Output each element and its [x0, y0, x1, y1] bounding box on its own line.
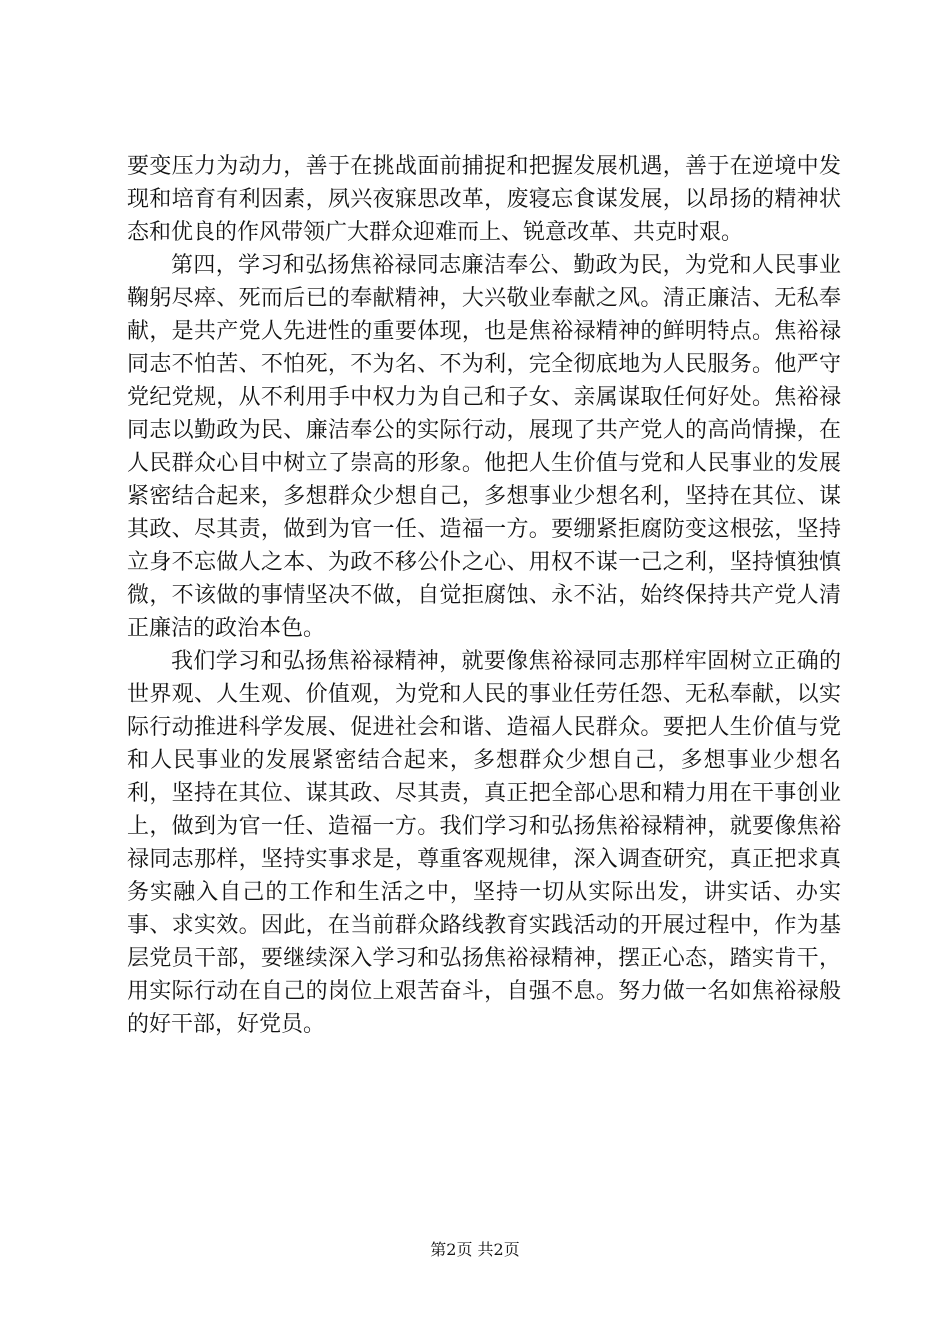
paragraph-2: 第四，学习和弘扬焦裕禄同志廉洁奉公、勤政为民，为党和人民事业鞠躬尽瘁、死而后已的奉献精神，大兴敬业奉献之风。清正廉洁、无私奉献，是共产党人先进性的重要体现，也是焦裕禄精神的鲜明特点。焦裕禄同志不怕苦、不怕死，不为名、不为利，完全彻底地为人民服务。他严守党纪党规，从不利用手中权力为自己和子女、亲属谋取任何好处。焦裕禄同志以勤政为民、廉洁奉公的实际行动，展现了共产党人的高尚情操，在人民群众心目中树立了崇高的形象。他把人生价值与党和人民事业的发展紧密结合起来，多想群众少想自己，多想事业少想名利，坚持在其位、谋其政、尽其责，做到为官一任、造福一方。要绷紧拒腐防变这根弦，坚持立身不忘做人之本、为政不移公仆之心、用权不谋一己之利，坚持慎独慎微，不该做的事情坚决不做，自觉拒腐蚀、永不沾，始终保持共产党人清正廉洁的政治本色。 — [127, 253, 841, 641]
paragraph-1: 要变压力为动力，善于在挑战面前捕捉和把握发展机遇，善于在逆境中发现和培育有利因素，夙兴夜寐思改革，废寝忘食谋发展，以昂扬的精神状态和优良的作风带领广大群众迎难而上、锐意改革、共克时艰。 — [127, 154, 841, 245]
page-number-footer: 第2页 共2页 — [430, 1240, 520, 1259]
paragraph-3: 我们学习和弘扬焦裕禄精神，就要像焦裕禄同志那样牢固树立正确的世界观、人生观、价值观，为党和人民的事业任劳任怨、无私奉献，以实际行动推进科学发展、促进社会和谐、造福人民群众。要把人生价值与党和人民事业的发展紧密结合起来，多想群众少想自己，多想事业少想名利，坚持在其位、谋其政、尽其责，真正把全部心思和精力用在干事创业上，做到为官一任、造福一方。我们学习和弘扬焦裕禄精神，就要像焦裕禄同志那样，坚持实事求是，尊重客观规律，深入调查研究，真正把求真务实融入自己的工作和生活之中，坚持一切从实际出发，讲实话、办实事、求实效。因此，在当前群众路线教育实践活动的开展过程中，作为基层党员干部，要继续深入学习和弘扬焦裕禄精神，摆正心态，踏实肯干，用实际行动在自己的岗位上艰苦奋斗，自强不息。努力做一名如焦裕禄般的好干部，好党员。 — [127, 649, 841, 1037]
body-text — [127, 150, 841, 1041]
